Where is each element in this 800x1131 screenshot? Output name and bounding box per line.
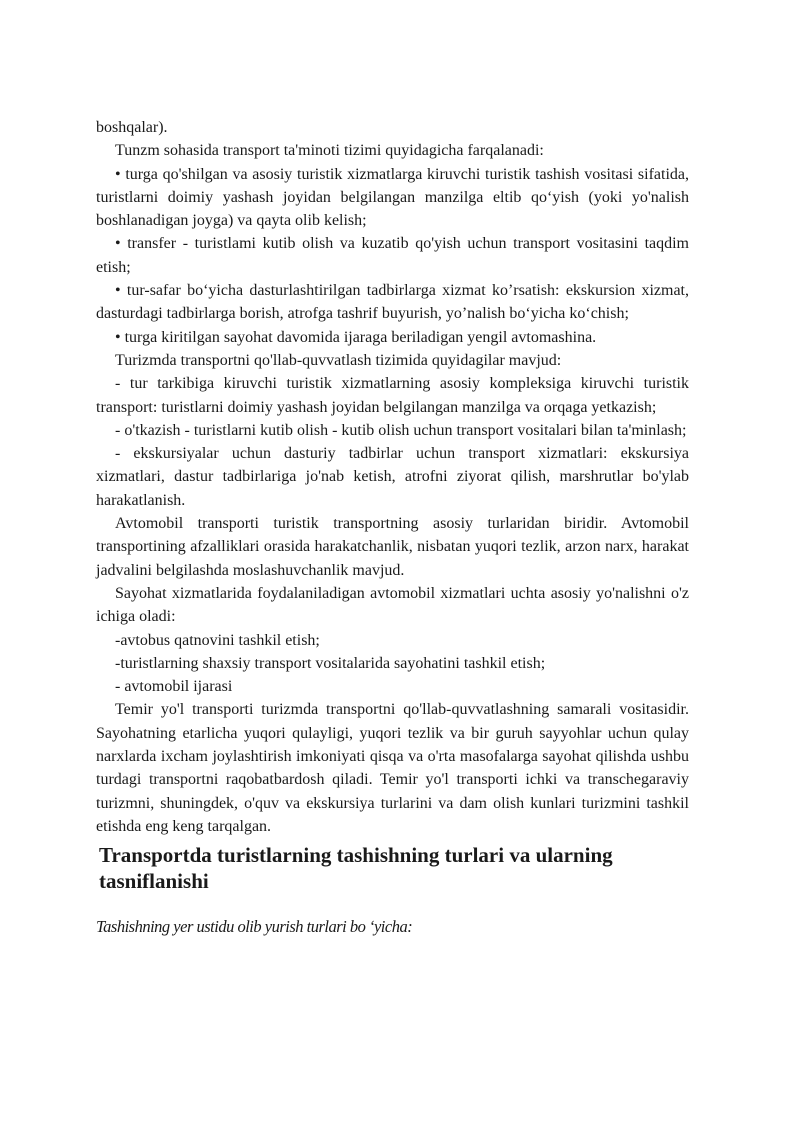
document-page xyxy=(96,116,689,937)
paragraph: - tur tarkibiga kiruvchi turistik xizmatlarning asosiy kompleksiga kiruvchi turistik transport: turistlarni doimiy yashash joyidan belgilangan manzilga va orqaga yetkazish; xyxy=(96,375,689,416)
paragraph: boshqalar). xyxy=(96,119,168,136)
paragraph: • transfer - turistlami kutib olish va kuzatib qo'yish uchun transport vositasini taqdim etish; xyxy=(96,235,689,276)
paragraph: Avtomobil transporti turistik transportning asosiy turlaridan biridir. Avtomobil transportining afzalliklari orasida harakatchanlik, nisbatan yuqori tezlik, arzon narx, harakat jadvalini belgilashda moslashuvchanlik mavjud. xyxy=(96,515,689,579)
italic-subheading: Tashishning yer ustidu olib yurish turlari bo ‘yicha: xyxy=(96,917,413,937)
paragraph: - avtomobil ijarasi xyxy=(115,678,233,696)
paragraph: Temir yo'l transporti turizmda transportni qo'llab-quvvatlashning samarali vositasidir. Sayohatning etarlicha yuqori qulayligi, yuqori tezlik va bir guruh sayyohlar uchun qulay narxlarda ixcham joylashtirish imkoniyati qisqa va o'rta masofalarga sayohat qilishda ushbu turdagi transportni raqobatbardosh qiladi. Temir yo'l transporti ichki va transchegaraviy turizmni, shuningdek, o'quv va ekskursiya turlarini va dam olish kunlari turizmini tashkil etishda eng keng tarqalgan. xyxy=(96,701,689,835)
paragraph: • turga qo'shilgan va asosiy turistik xizmatlarga kiruvchi turistik tashish vositasi sifatida, turistlarni doimiy yashash joyidan belgilangan manzilga eltib qo‘yish (yoki yo'nalish boshlanadigan joyga) va qayta olib kelish; xyxy=(96,165,689,230)
paragraph: -avtobus qatnovini tashkil etish; xyxy=(115,631,320,649)
paragraph: - o'tkazish - turistlarni kutib olish - kutib olish uchun transport vositalari bilan ta'minlash; xyxy=(115,421,687,439)
section-heading: Transportda turistlarning tashishning turlari va ularning tasniflanishi xyxy=(99,843,613,894)
body-text xyxy=(96,116,689,838)
paragraph: -turistlarning shaxsiy transport vositalarida sayohatini tashkil etish; xyxy=(115,654,546,672)
paragraph: Tunzm sohasida transport ta'minoti tizimi quyidagicha farqalanadi: xyxy=(115,142,544,160)
paragraph: Turizmda transportni qo'llab-quvvatlash tizimida quyidagilar mavjud: xyxy=(115,351,562,369)
paragraph: - ekskursiyalar uchun dasturiy tadbirlar uchun transport xizmatlari: ekskursiya xizmatlari, dastur tadbirlariga jo'nab ketish, atrofni ziyorat qilish, marshrutlar bo'ylab harakatlanish. xyxy=(96,445,689,509)
paragraph: • tur-safar bo‘yicha dasturlashtirilgan tadbirlarga xizmat ko’rsatish: ekskursion xizmat, dasturdagi tadbirlarga borish, atrofga tashrif buyurish, yo’nalish bo‘yicha ko‘chish; xyxy=(96,282,689,323)
paragraph: Sayohat xizmatlarida foydalaniladigan avtomobil xizmatlari uchta asosiy yo'nalishni o'z ichiga oladi: xyxy=(96,584,689,626)
paragraph: • turga kiritilgan sayohat davomida ijaraga beriladigan yengil avtomashina. xyxy=(115,328,597,346)
